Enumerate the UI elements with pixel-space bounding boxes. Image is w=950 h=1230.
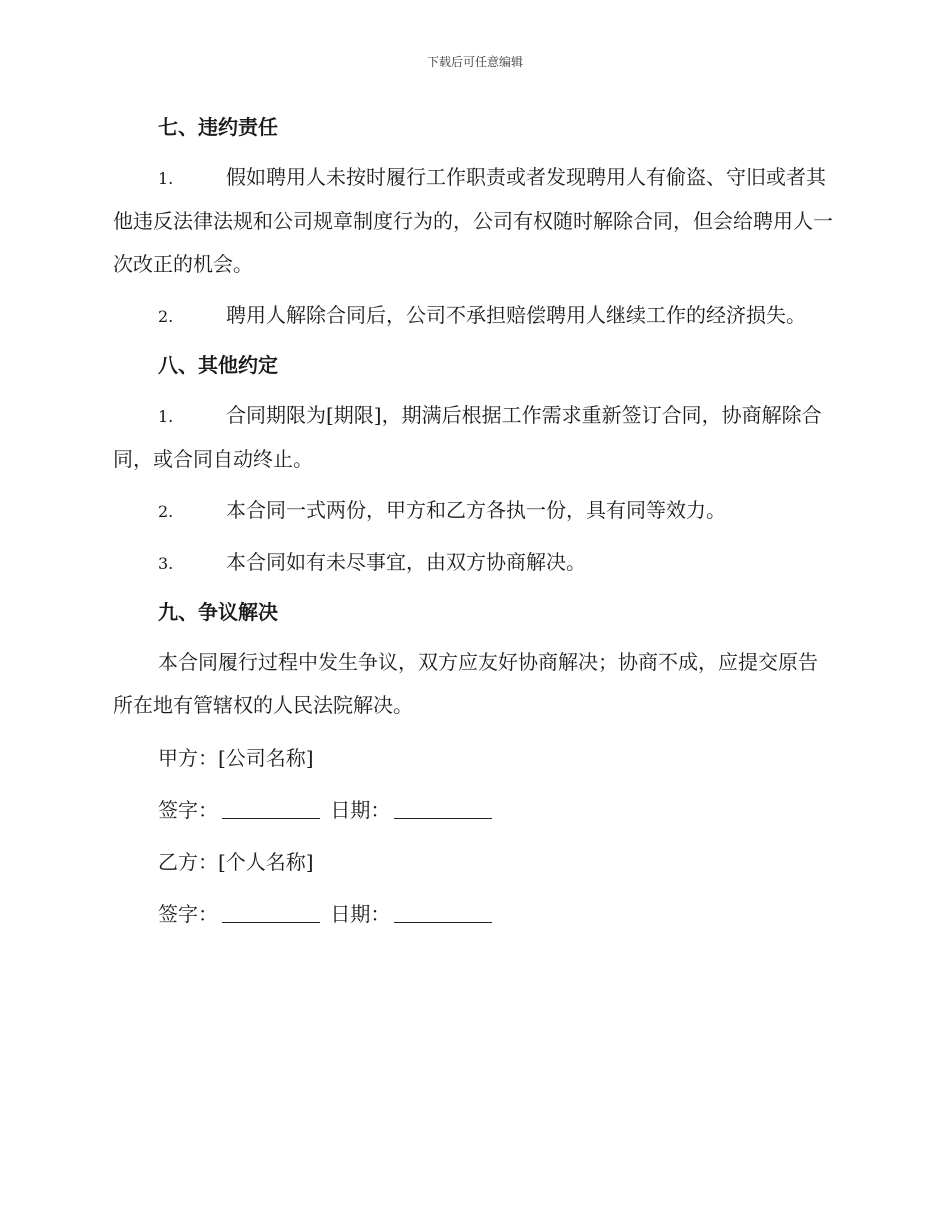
section-7-heading: 七、违约责任 <box>158 115 278 139</box>
sign-blank-line <box>222 794 320 819</box>
date-label: 日期： <box>330 902 391 926</box>
section-8-item-2 <box>113 489 833 533</box>
party-b-sign-row <box>158 897 833 931</box>
item-text: 假如聘用人未按时履行工作职责或者发现聘用人有偷盗、守旧或者其他违反法律法规和公司规章制度行为的，公司有权随时解除合同，但会给聘用人一次改正的机会。 <box>113 165 833 276</box>
section-7-item-2 <box>113 294 833 338</box>
item-number: 2. <box>158 502 174 521</box>
page-header-note: 下载后可任意编辑 <box>426 55 523 69</box>
section-7-item-1 <box>113 156 833 286</box>
item-text: 本合同一式两份，甲方和乙方各执一份，具有同等效力。 <box>226 498 726 522</box>
date-blank-line <box>394 794 492 819</box>
item-number: 1. <box>158 169 174 188</box>
document-body <box>113 110 833 931</box>
item-text: 合同期限为[期限]，期满后根据工作需求重新签订合同，协商解除合同，或合同自动终止。 <box>113 403 822 471</box>
item-text: 本合同如有未尽事宜，由双方协商解决。 <box>226 550 586 574</box>
party-a-sign-row <box>158 793 833 827</box>
section-8-item-1 <box>113 394 833 481</box>
date-label: 日期： <box>330 798 391 822</box>
sign-label: 签字： <box>158 902 218 926</box>
party-b-name: 乙方：[个人名称] <box>158 850 314 874</box>
section-8-heading: 八、其他约定 <box>158 353 278 377</box>
date-blank-line <box>394 898 492 923</box>
section-9-body: 本合同履行过程中发生争议，双方应友好协商解决；协商不成，应提交原告所在地有管辖权的人民法院解决。 <box>113 650 818 717</box>
sign-label: 签字： <box>158 798 218 822</box>
item-number: 3. <box>158 554 174 573</box>
party-a-name: 甲方：[公司名称] <box>158 746 314 770</box>
sign-blank-line <box>222 898 320 923</box>
section-8-item-3 <box>113 541 833 585</box>
item-text: 聘用人解除合同后，公司不承担赔偿聘用人继续工作的经济损失。 <box>226 303 806 327</box>
section-9-heading: 九、争议解决 <box>158 600 278 624</box>
item-number: 2. <box>158 307 174 326</box>
item-number: 1. <box>158 407 174 426</box>
